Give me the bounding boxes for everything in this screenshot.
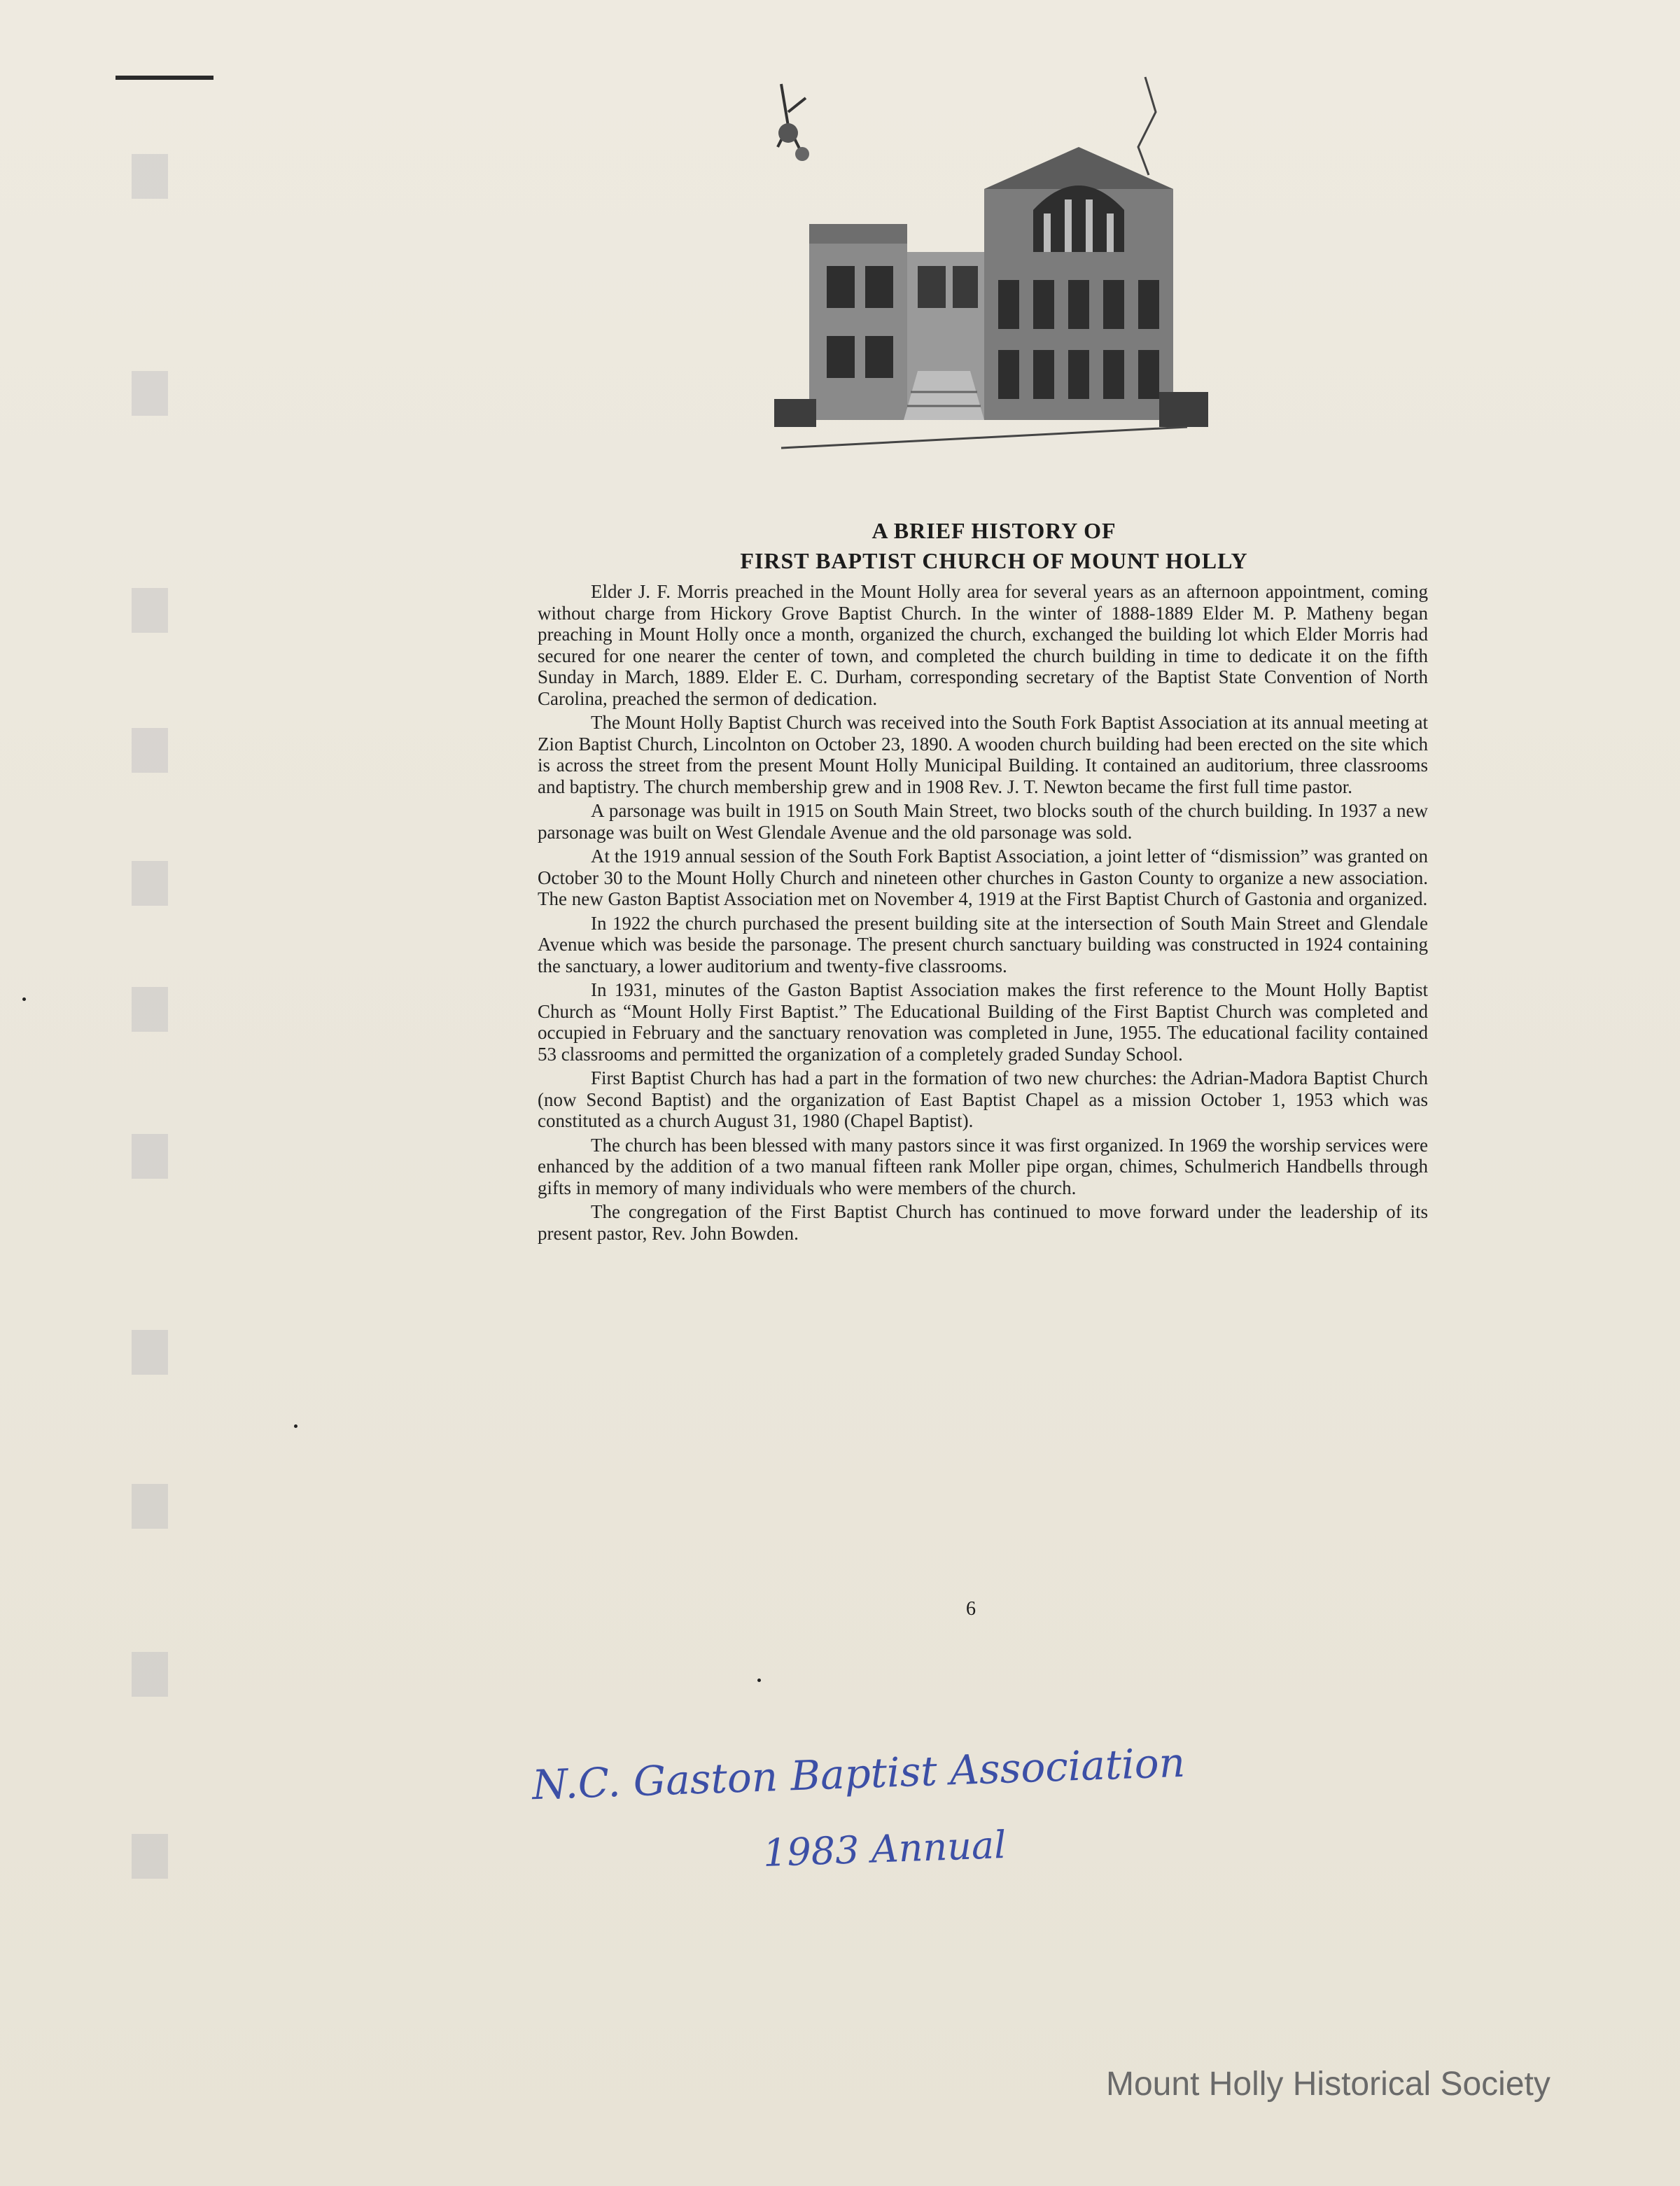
paragraph: The congregation of the First Baptist Church has continued to move forward under the leadership of its present pastor, Rev. John Bowden.: [538, 1201, 1428, 1244]
binding-holes: [132, 154, 188, 2044]
document-title-line2: FIRST BAPTIST CHURCH OF MOUNT HOLLY: [740, 548, 1248, 573]
paragraph: A parsonage was built in 1915 on South Main Street, two blocks south of the church building. In 1937 a new parsonage was built on West Glendale Avenue and the old parsonage was sold.: [538, 800, 1428, 843]
handwritten-note-line2: 1983 Annual: [762, 1822, 1007, 1876]
scan-speck: [22, 997, 26, 1001]
paragraph: Elder J. F. Morris preached in the Mount Holly area for several years as an afternoon appointment, coming without charge from Hickory Grove Baptist Church. In the winter of 1888-1889 Elder M. P. Matheny began preaching in Mount Holly once a month, organized the church, exchanged the building lot which Elder Morris had secured for one nearer the center of town, and completed the church building in time to dedicate it on the fifth Sunday in March, 1889. Elder E. C. Durham, corresponding secretary of the Baptist State Convention of North Carolina, preached the sermon of dedication.: [538, 581, 1428, 709]
handwritten-note-line1: N.C. Gaston Baptist Association: [531, 1738, 1186, 1809]
paragraph: The Mount Holly Baptist Church was received into the South Fork Baptist Association at its annual meeting at Zion Baptist Church, Lincolnton on October 23, 1890. A wooden church building had been erected on the site which is across the street from the present Mount Holly Municipal Building. It contained an auditorium, three classrooms and baptistry. The church membership grew and in 1908 Rev. J. T. Newton became the first full time pastor.: [538, 712, 1428, 797]
margin-mark: [115, 76, 214, 80]
document-title-line1: A BRIEF HISTORY OF: [872, 518, 1116, 543]
paragraph: In 1931, minutes of the Gaston Baptist Association makes the first reference to the Mount Holly Baptist Church as “Mount Holly First Baptist.” The Educational Building of the First Baptist Church was completed and occupied in February and the sanctuary renovation was completed in June, 1955. The educational facility contained 53 classrooms and permitted the organization of a completely graded Sunday School.: [538, 979, 1428, 1065]
paragraph: The church has been blessed with many pastors since it was first organized. In 1969 the worship services were enhanced by the addition of a two manual fifteen rank Moller pipe organ, chimes, Schulmerich Handbells through gifts in memory of many individuals who were members of the church.: [538, 1134, 1428, 1198]
scan-speck: [294, 1424, 298, 1428]
paragraph: In 1922 the church purchased the present building site at the intersection of South Main Street and Glendale Avenue which was beside the parsonage. The present church sanctuary building was constructed in 1924 containing the sanctuary, a lower auditorium and twenty-five classrooms.: [538, 912, 1428, 976]
watermark-text: Mount Holly Historical Society: [1106, 2066, 1550, 2103]
scan-speck: [757, 1679, 761, 1682]
paragraph: At the 1919 annual session of the South Fork Baptist Association, a joint letter of “dismission” was granted on October 30 to the Mount Holly Church and nineteen other churches in Gaston County to organize a new association. The new Gaston Baptist Association met on November 4, 1919 at the First Baptist Church of Gastonia and organized.: [538, 846, 1428, 909]
church-building-image: [767, 70, 1215, 462]
paragraph: First Baptist Church has had a part in the formation of two new churches: the Adrian-Madora Baptist Church (now Second Baptist) and the organization of East Baptist Chapel as a mission October 1, 1953 which was constituted as a church August 31, 1980 (Chapel Baptist).: [538, 1067, 1428, 1131]
history-body: [538, 581, 1428, 1247]
page-number: 6: [966, 1598, 976, 1620]
